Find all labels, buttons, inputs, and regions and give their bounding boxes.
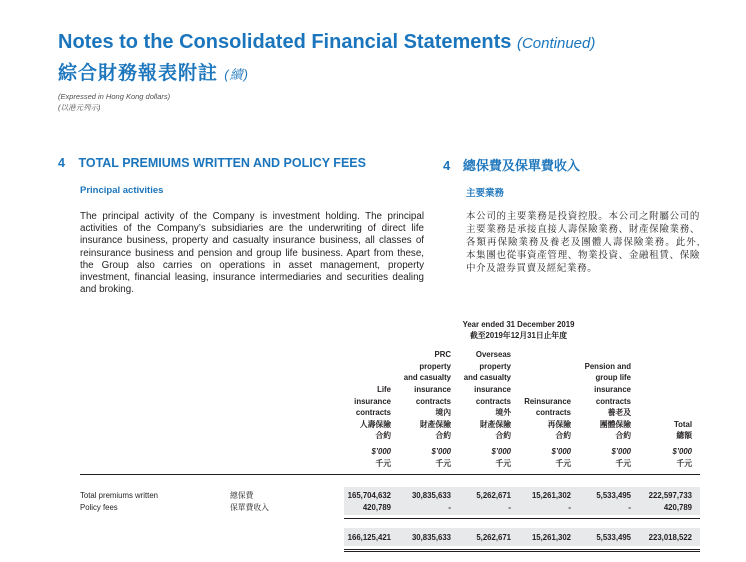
table-cell: - xyxy=(628,503,631,512)
section-title-zh: 總保費及保單費收入 xyxy=(462,158,580,173)
table-cell: 222,597,733 xyxy=(648,491,692,500)
section-number-en: 4 xyxy=(58,156,65,170)
table-cell: - xyxy=(568,503,571,512)
table-cell: - xyxy=(448,503,451,512)
column-header: PRC property and casualty insurance contracts 境內 財產保險 合約 xyxy=(403,350,451,441)
column-unit: $’000 xyxy=(672,447,692,456)
row-label-zh: 總保費 xyxy=(230,491,254,500)
column-header: Reinsurance contracts 再保險 合約 xyxy=(524,396,571,441)
table-total-cell: 5,533,495 xyxy=(596,533,631,542)
column-header: Life insurance contracts 人壽保險 合約 xyxy=(354,385,391,441)
table-total-cell: 223,018,522 xyxy=(648,533,692,542)
column-unit-zh: 千元 xyxy=(375,459,391,468)
title-en-text: Notes to the Consolidated Financial Statements xyxy=(58,31,512,53)
table-total-cell: 30,835,633 xyxy=(411,533,451,542)
title-zh-text: 綜合財務報表附註 xyxy=(58,63,219,84)
table-cell: 5,262,671 xyxy=(476,491,511,500)
column-unit-zh: 千元 xyxy=(435,459,451,468)
column-unit: $’000 xyxy=(611,447,631,456)
section-title-en: TOTAL PREMIUMS WRITTEN AND POLICY FEES xyxy=(78,156,366,170)
table-period-en: Year ended 31 December 2019 xyxy=(462,320,575,329)
table-total-cell: 166,125,421 xyxy=(347,533,391,542)
column-unit: $’000 xyxy=(491,447,511,456)
table-subtotal-rule xyxy=(344,518,700,519)
table-cell: 5,533,495 xyxy=(596,491,631,500)
page-title-zh xyxy=(58,58,249,85)
subsection-heading-en: Principal activities xyxy=(80,185,164,196)
table-total-rule-1 xyxy=(344,549,700,550)
section-heading-en xyxy=(58,156,366,170)
title-zh-continued: (續) xyxy=(224,67,249,82)
table-total-cell: 15,261,302 xyxy=(531,533,571,542)
table-body-shading xyxy=(344,487,700,515)
section-number-zh: 4 xyxy=(443,158,451,173)
column-unit-zh: 千元 xyxy=(495,459,511,468)
column-unit-zh: 千元 xyxy=(676,459,692,468)
table-header-rule xyxy=(80,474,700,475)
table-total-rule-2 xyxy=(344,551,700,552)
column-header: Pension and group life insurance contracts 養老及 團體保險 合約 xyxy=(584,361,631,441)
table-cell: 165,704,632 xyxy=(347,491,391,500)
column-unit-zh: 千元 xyxy=(555,459,571,468)
expressed-note-en: (Expressed in Hong Kong dollars) xyxy=(58,92,171,101)
table-cell: - xyxy=(508,503,511,512)
expressed-note-zh: (以港元列示) xyxy=(58,103,101,112)
row-label-en: Total premiums written xyxy=(80,491,158,500)
subsection-heading-zh: 主要業務 xyxy=(466,188,505,199)
table-total-shading xyxy=(344,528,700,546)
column-unit: $’000 xyxy=(431,447,451,456)
page-title-en xyxy=(58,31,595,54)
table-cell: 420,789 xyxy=(663,503,692,512)
table-cell: 30,835,633 xyxy=(411,491,451,500)
table-period-zh: 截至2019年12月31日止年度 xyxy=(469,331,568,340)
column-unit-zh: 千元 xyxy=(615,459,631,468)
column-header: Overseas property and casualty insurance contracts 境外 財產保險 合約 xyxy=(463,350,511,441)
column-unit: $’000 xyxy=(551,447,571,456)
paragraph-zh: 本公司的主要業務是投資控股。本公司之附屬公司的主要業務是承接直接人壽保險業務、財產保險業務、各類再保險業務及養老及團體人壽保險業務。此外,本集團也從事資產管理、物業投資、金融租賃、保險中介及證券買賣及經紀業務。 xyxy=(466,211,700,274)
row-label-zh: 保單費收入 xyxy=(230,503,269,512)
table-total-cell: 5,262,671 xyxy=(476,533,511,542)
row-label-en: Policy fees xyxy=(80,503,118,512)
column-header: Total 總額 xyxy=(673,419,692,441)
section-heading-zh xyxy=(443,155,580,174)
table-cell: 15,261,302 xyxy=(531,491,571,500)
title-en-continued: (Continued) xyxy=(516,35,596,52)
table-cell: 420,789 xyxy=(362,503,391,512)
column-unit: $’000 xyxy=(371,447,391,456)
paragraph-en: The principal activity of the Company is investment holding. The principal activities of the Company’s subsidiaries are the underwriting of direct life insurance business, property and casualty insurance business, all classes of reinsurance business and pension and group life business. Apart from these, the Group also carries on operations in asset management, property investment, financial leasing, insurance intermediaries and securities dealing and broking. xyxy=(80,211,424,296)
